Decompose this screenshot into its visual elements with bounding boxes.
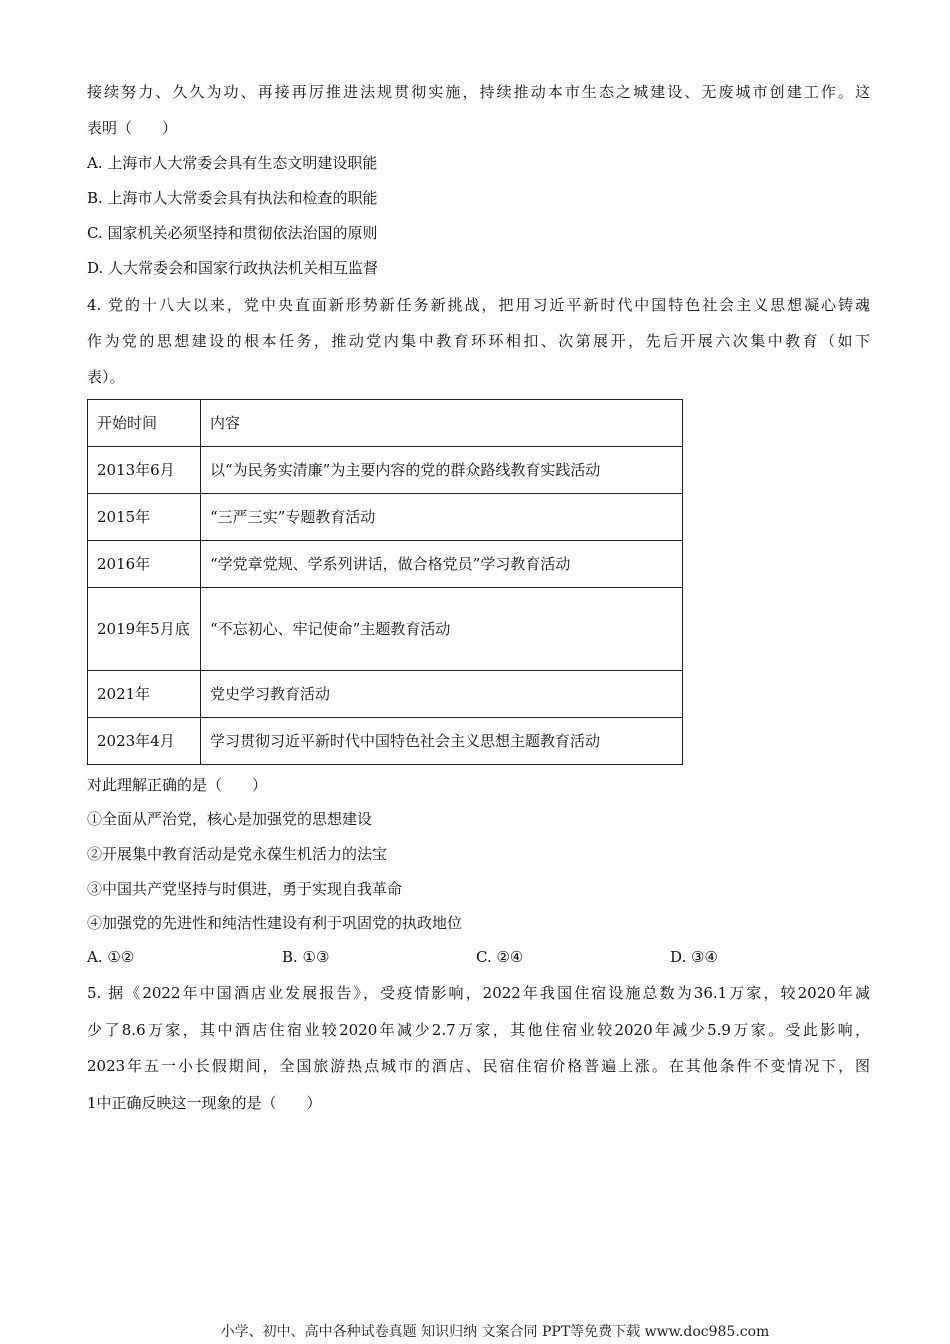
table-header-content: 内容 xyxy=(201,400,683,447)
table-cell-content: “三严三实”专题教育活动 xyxy=(201,494,683,541)
q4-stem-line-1: 4. 党的十八大以来，党中央直面新形势新任务新挑战，把用习近平新时代中国特色社会主义思想凝心铸魂 xyxy=(87,296,870,314)
q4-option-a: A. ①② xyxy=(87,948,135,966)
table-cell-content: 党史学习教育活动 xyxy=(201,671,683,718)
q5-stem-line-2: 少了8.6万家，其中酒店住宿业较2020年减少2.7万家，其他住宿业较2020年减少5.9万家。受此影响， xyxy=(87,1021,870,1039)
q3-option-a: A. 上海市人大常委会具有生态文明建设职能 xyxy=(87,154,378,172)
q4-statement-1: ①全面从严治党，核心是加强党的思想建设 xyxy=(87,810,373,828)
table-cell-content: “不忘初心、牢记使命”主题教育活动 xyxy=(201,588,683,671)
table-row xyxy=(88,588,683,671)
q4-statement-4: ④加强党的先进性和纯洁性建设有利于巩固党的执政地位 xyxy=(87,914,463,932)
table-row xyxy=(88,541,683,588)
table-cell-time: 2023年4月 xyxy=(88,718,201,765)
table-row xyxy=(88,447,683,494)
q4-stem-line-2: 作为党的思想建设的根本任务，推动党内集中教育环环相扣、次第展开，先后开展六次集中教育（如下 xyxy=(87,332,870,350)
q3-stem-line-1: 接续努力、久久为功、再接再厉推进法规贯彻实施，持续推动本市生态之城建设、无废城市创建工作。这 xyxy=(87,83,870,101)
table-cell-time: 2021年 xyxy=(88,671,201,718)
q4-option-b: B. ①③ xyxy=(282,948,330,966)
table-cell-content: 以“为民务实清廉”为主要内容的党的群众路线教育实践活动 xyxy=(201,447,683,494)
education-table xyxy=(87,399,683,765)
q5-stem-line-3: 2023年五一小长假期间，全国旅游热点城市的酒店、民宿住宿价格普遍上涨。在其他条件不变情况下，图 xyxy=(87,1057,870,1075)
page-footer: 小学、初中、高中各种试卷真题 知识归纳 文案合同 PPT等免费下载 www.doc985.com xyxy=(220,1324,770,1340)
q4-statement-2: ②开展集中教育活动是党永葆生机活力的法宝 xyxy=(87,845,388,863)
q4-option-d: D. ③④ xyxy=(670,948,718,966)
q5-stem-line-4: 1中正确反映这一现象的是（ ） xyxy=(87,1094,322,1112)
table-cell-time: 2016年 xyxy=(88,541,201,588)
table-cell-content: 学习贯彻习近平新时代中国特色社会主义思想主题教育活动 xyxy=(201,718,683,765)
table-row xyxy=(88,494,683,541)
table-cell-time: 2015年 xyxy=(88,494,201,541)
q3-option-d: D. 人大常委会和国家行政执法机关相互监督 xyxy=(87,259,379,277)
table-header-time: 开始时间 xyxy=(88,400,201,447)
q4-statement-3: ③中国共产党坚持与时俱进，勇于实现自我革命 xyxy=(87,880,403,898)
table-row xyxy=(88,671,683,718)
q3-option-b: B. 上海市人大常委会具有执法和检查的职能 xyxy=(87,189,378,207)
q3-option-c: C. 国家机关必须坚持和贯彻依法治国的原则 xyxy=(87,224,378,242)
table-row xyxy=(88,718,683,765)
q4-stem-line-3: 表）。 xyxy=(87,368,125,386)
table-header-row xyxy=(88,400,683,447)
table-cell-content: “学党章党规、学系列讲话，做合格党员”学习教育活动 xyxy=(201,541,683,588)
q3-stem-line-2: 表明（ ） xyxy=(87,119,178,137)
q4-option-c: C. ②④ xyxy=(476,948,524,966)
table-cell-time: 2019年5月底 xyxy=(88,588,201,671)
q5-stem-line-1: 5. 据《2022年中国酒店业发展报告》，受疫情影响，2022年我国住宿设施总数为36.1万家，较2020年减 xyxy=(87,984,870,1002)
table-cell-time: 2013年6月 xyxy=(88,447,201,494)
q4-question: 对此理解正确的是（ ） xyxy=(87,776,268,794)
